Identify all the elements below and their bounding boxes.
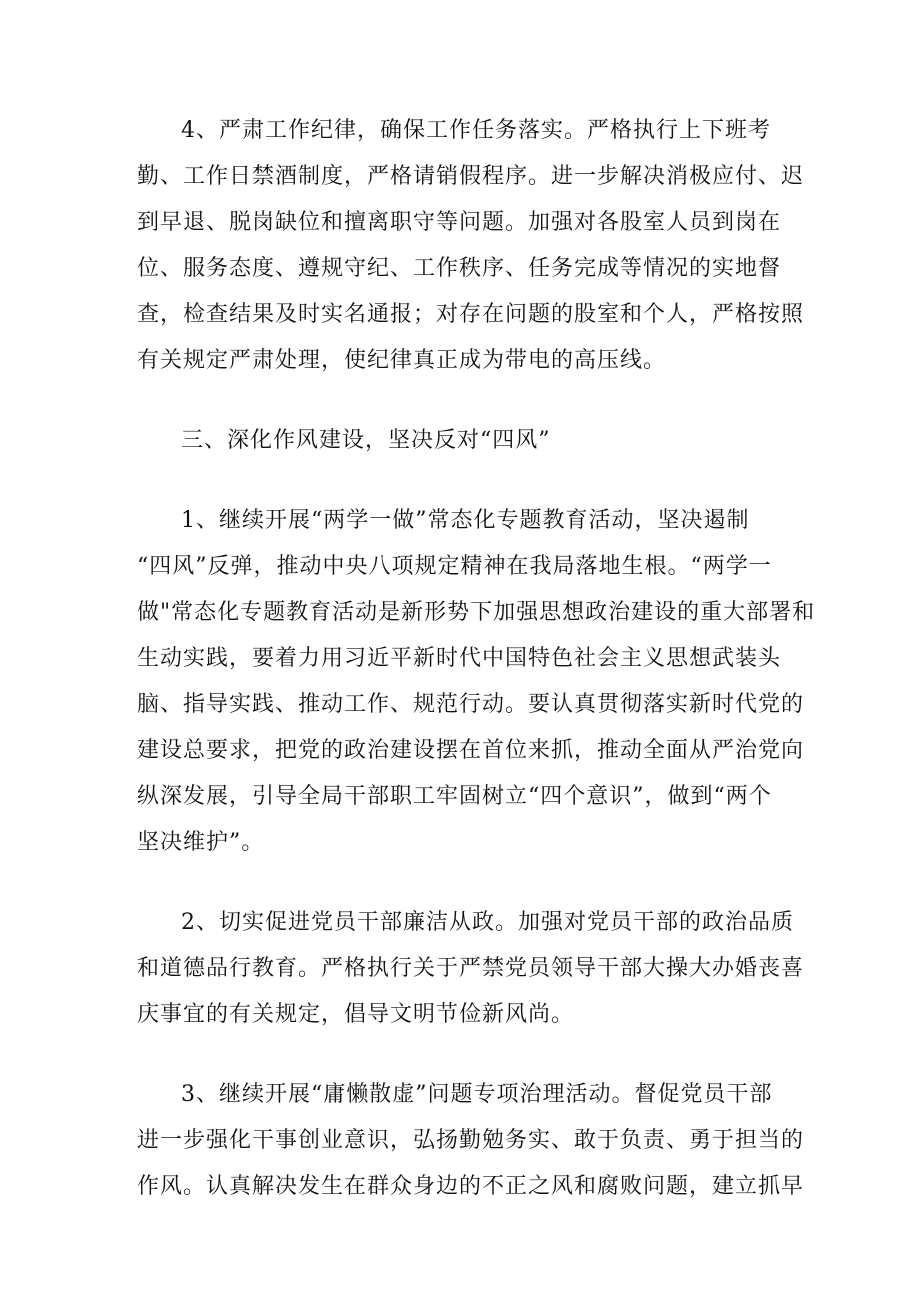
paragraph-work-discipline <box>137 108 805 384</box>
text-line: 纵深发展，引导全局干部职工牢固树立“四个意识”，做到“两个 <box>137 784 772 809</box>
text-line: 进一步强化干事创业意识，弘扬勤勉务实、敢于负责、勇于担当的 <box>137 1128 805 1153</box>
section-heading-3 <box>137 418 797 464</box>
text-line: 脑、指导实践、推动工作、规范行动。要认真贯彻落实新时代党的 <box>137 692 805 717</box>
text-line: 有关规定严肃处理，使纪律真正成为带电的高压线。 <box>137 348 667 373</box>
text-line: 2、切实促进党员干部廉洁从政。加强对党员干部的政治品质 <box>181 910 794 935</box>
document-body <box>137 108 816 1210</box>
text-line: “四风”反弹，推动中央八项规定精神在我局落地生根。“两学一 <box>137 554 772 579</box>
paragraph-gap <box>137 464 797 498</box>
text-line: 作风。认真解决发生在群众身边的不正之风和腐败问题，建立抓早 <box>137 1174 805 1199</box>
paragraph-integrity <box>137 900 805 1038</box>
text-line: 和道德品行教育。严格执行关于严禁党员领导干部大操大办婚丧喜 <box>137 956 805 981</box>
text-line: 位、服务态度、遵规守纪、工作秩序、任务完成等情况的实地督 <box>137 256 782 281</box>
paragraph-gap <box>137 866 797 900</box>
paragraph-gap <box>137 1038 797 1072</box>
text-line: 庆事宜的有关规定，倡导文明节俭新风尚。 <box>137 1002 575 1027</box>
text-line: 到早退、脱岗缺位和擅离职守等问题。加强对各股室人员到岗在 <box>137 210 782 235</box>
text-line: 3、继续开展“庸懒散虚”问题专项治理活动。督促党员干部 <box>181 1082 773 1107</box>
text-line: 做"常态化专题教育活动是新形势下加强思想政治建设的重大部署和 <box>137 600 816 625</box>
text-line: 建设总要求，把党的政治建设摆在首位来抓，推动全面从严治党向 <box>137 738 805 763</box>
paragraph-special-governance <box>137 1072 805 1210</box>
text-line: 1、继续开展“两学一做”常态化专题教育活动，坚决遏制 <box>181 508 750 533</box>
text-line: 4、严肃工作纪律，确保工作任务落实。严格执行上下班考 <box>181 118 771 143</box>
text-line: 生动实践，要着力用习近平新时代中国特色社会主义思想武装头 <box>137 646 782 671</box>
text-line: 坚决维护”。 <box>137 830 265 855</box>
text-line: 查，检查结果及时实名通报；对存在问题的股室和个人，严格按照 <box>137 302 805 327</box>
paragraph-gap <box>137 384 797 418</box>
text-line: 勤、工作日禁酒制度，严格请销假程序。进一步解决消极应付、迟 <box>137 164 805 189</box>
paragraph-education-activity <box>137 498 816 866</box>
text-line: 三、深化作风建设，坚决反对“四风” <box>181 428 551 453</box>
